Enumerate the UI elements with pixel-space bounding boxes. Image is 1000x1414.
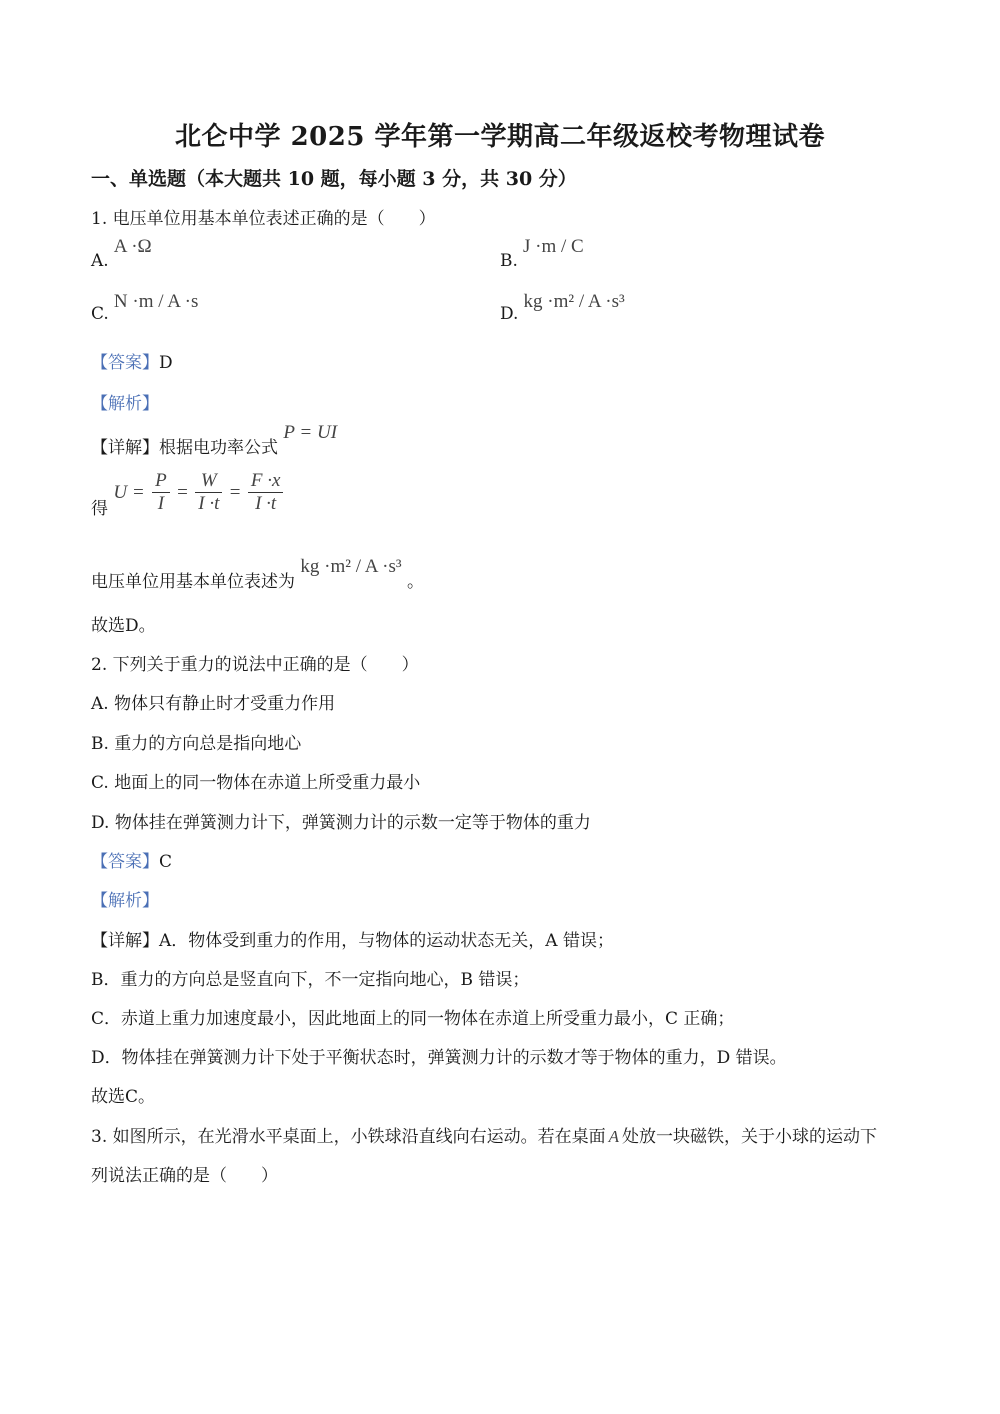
q2-answer bbox=[91, 847, 172, 872]
point-a: A bbox=[608, 1127, 620, 1146]
option-formula: kg ·m² / A ·s³ bbox=[523, 291, 625, 312]
fraction-w-over-it bbox=[195, 470, 222, 515]
fraction-fx-over-it bbox=[248, 470, 284, 515]
q2-detail-b: B．重力的方向总是竖直向下，不一定指向地心，B 错误； bbox=[91, 970, 530, 990]
q2-option-b: B. 重力的方向总是指向地心 bbox=[91, 734, 302, 754]
q3-stem-line1 bbox=[91, 1122, 877, 1147]
option-label: B. bbox=[500, 251, 518, 271]
q1-option-d bbox=[500, 291, 625, 324]
detail-tag: 【详解】 bbox=[91, 438, 159, 458]
equals-sign: = bbox=[229, 481, 241, 503]
numerator: F ·x bbox=[248, 470, 284, 493]
q1-derivation bbox=[91, 470, 285, 519]
q2-choose: 故选C。 bbox=[91, 1087, 156, 1107]
q3-stem-line2: 列说法正确的是（ ） bbox=[91, 1166, 278, 1186]
q1-option-c bbox=[91, 291, 199, 324]
numerator: P bbox=[152, 470, 170, 493]
q1-stem: 1. 电压单位用基本单位表述正确的是（ ） bbox=[91, 209, 436, 229]
equals-sign: = bbox=[177, 481, 188, 503]
u-symbol: U = bbox=[113, 481, 145, 503]
q2-option-c: C. 地面上的同一物体在赤道上所受重力最小 bbox=[91, 773, 421, 793]
option-label: A. bbox=[91, 251, 109, 271]
option-label: C. bbox=[91, 304, 109, 324]
answer-value: D bbox=[159, 353, 173, 373]
q1-analysis-tag: 【解析】 bbox=[91, 394, 159, 414]
option-formula: A ·Ω bbox=[113, 236, 152, 257]
answer-value: C bbox=[159, 852, 173, 872]
detail-text: 根据电功率公式 bbox=[159, 438, 278, 458]
q2-detail-a bbox=[91, 926, 614, 951]
denominator: I ·t bbox=[255, 493, 277, 514]
answer-tag: 【答案】 bbox=[91, 353, 159, 373]
q1-option-b bbox=[500, 236, 584, 271]
q3-stem-part1: 3. 如图所示，在光滑水平桌面上，小铁球沿直线向右运动。若在桌面 bbox=[91, 1127, 606, 1147]
conclusion-text: 电压单位用基本单位表述为 bbox=[91, 572, 295, 592]
q2-stem: 2. 下列关于重力的说法中正确的是（ ） bbox=[91, 655, 419, 675]
numerator: W bbox=[195, 470, 222, 493]
denominator: I ·t bbox=[198, 493, 220, 514]
de-label: 得 bbox=[91, 499, 108, 519]
page-title: 北仑中学 2025 学年第一学期高二年级返校考物理试卷 bbox=[175, 122, 825, 152]
q1-choose: 故选D。 bbox=[91, 616, 156, 636]
q2-detail-c: C．赤道上重力加速度最小，因此地面上的同一物体在赤道上所受重力最小，C 正确； bbox=[91, 1009, 735, 1029]
q2-detail-d: D．物体挂在弹簧测力计下处于平衡状态时，弹簧测力计的示数才等于物体的重力，D 错误。 bbox=[91, 1048, 787, 1068]
q2-option-a: A. 物体只有静止时才受重力作用 bbox=[91, 694, 336, 714]
detail-text: A．物体受到重力的作用，与物体的运动状态无关，A 错误； bbox=[159, 931, 614, 951]
option-formula: J ·m / C bbox=[523, 236, 584, 257]
power-formula: P = UI bbox=[283, 422, 338, 443]
q2-option-d: D. 物体挂在弹簧测力计下，弹簧测力计的示数一定等于物体的重力 bbox=[91, 813, 591, 833]
q1-option-a bbox=[91, 236, 152, 271]
q1-answer bbox=[91, 348, 173, 373]
q1-conclusion bbox=[91, 552, 424, 592]
q3-stem-part2: 处放一块磁铁，关于小球的运动下 bbox=[622, 1127, 878, 1147]
q2-analysis-tag: 【解析】 bbox=[91, 891, 159, 911]
option-label: D. bbox=[500, 304, 519, 324]
fraction-p-over-i bbox=[152, 470, 170, 515]
period: 。 bbox=[406, 572, 424, 592]
q1-detail bbox=[91, 418, 338, 458]
section-heading: 一、单选题（本大题共 10 题，每小题 3 分，共 30 分） bbox=[91, 168, 577, 190]
detail-tag: 【详解】 bbox=[91, 931, 159, 951]
option-formula: N ·m / A ·s bbox=[113, 291, 199, 312]
conclusion-unit: kg ·m² / A ·s³ bbox=[300, 556, 402, 577]
denominator: I bbox=[157, 493, 165, 514]
answer-tag: 【答案】 bbox=[91, 852, 159, 872]
